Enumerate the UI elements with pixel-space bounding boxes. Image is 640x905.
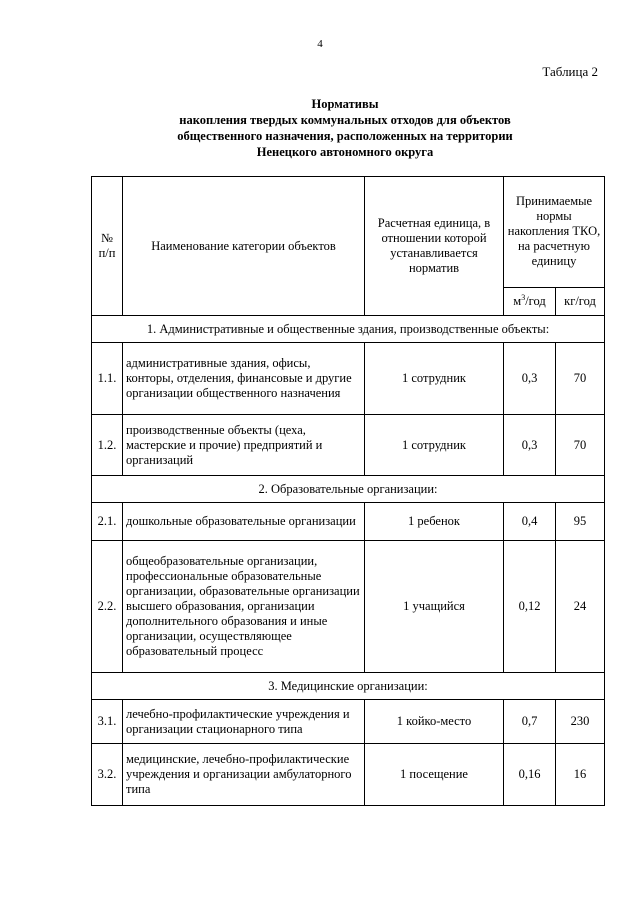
- row-m3: 0,3: [504, 343, 556, 415]
- row-num: 1.2.: [92, 415, 123, 476]
- row-num: 3.2.: [92, 744, 123, 806]
- header-name: Наименование категории объектов: [123, 177, 365, 316]
- table-row: [92, 744, 605, 806]
- section-row: [92, 476, 605, 503]
- title-line-2: накопления твердых коммунальных отходов для объектов: [179, 113, 511, 127]
- row-name: дошкольные образовательные организации: [123, 503, 365, 541]
- title-line-1: Нормативы: [311, 97, 379, 111]
- row-name: административные здания, офисы, конторы, отделения, финансовые и другие организации общественного назначения: [123, 343, 365, 415]
- row-m3: 0,12: [504, 541, 556, 673]
- section-title: 1. Административные и общественные здания, производственные объекты:: [92, 316, 605, 343]
- row-m3: 0,3: [504, 415, 556, 476]
- row-m3: 0,16: [504, 744, 556, 806]
- section-row: [92, 673, 605, 700]
- row-num: 2.1.: [92, 503, 123, 541]
- row-name: медицинские, лечебно-профилактические учреждения и организации амбулаторного типа: [123, 744, 365, 806]
- header-m3-suffix: /год: [525, 293, 546, 308]
- title-line-3: общественного назначения, расположенных на территории: [177, 129, 513, 143]
- row-num: 2.2.: [92, 541, 123, 673]
- section-title: 2. Образовательные организации:: [92, 476, 605, 503]
- header-kg: кг/год: [556, 287, 605, 315]
- table-row: [92, 700, 605, 744]
- page-number: 4: [317, 38, 323, 50]
- row-unit: 1 сотрудник: [365, 415, 504, 476]
- table-row: [92, 503, 605, 541]
- section-row: [92, 316, 605, 343]
- table-label: Таблица 2: [542, 64, 598, 79]
- header-unit: Расчетная единица, в отношении которой устанавливается норматив: [365, 177, 504, 316]
- row-name: общеобразовательные организации, профессиональные образовательные организации, образовательные организации высшего образования, организации дополнительного образования и иные организации, осуществляющее образовательный процесс: [123, 541, 365, 673]
- row-unit: 1 учащийся: [365, 541, 504, 673]
- table-row: [92, 343, 605, 415]
- row-name: производственные объекты (цеха, мастерские и прочие) предприятий и организаций: [123, 415, 365, 476]
- row-name: лечебно-профилактические учреждения и организации стационарного типа: [123, 700, 365, 744]
- row-kg: 70: [556, 343, 605, 415]
- header-norms: Принимаемые нормы накопления ТКО, на расчетную единицу: [504, 177, 605, 288]
- row-unit: 1 сотрудник: [365, 343, 504, 415]
- table-row: [92, 541, 605, 673]
- row-unit: 1 койко-место: [365, 700, 504, 744]
- row-unit: 1 посещение: [365, 744, 504, 806]
- row-kg: 24: [556, 541, 605, 673]
- row-kg: 95: [556, 503, 605, 541]
- document-title: [90, 96, 600, 160]
- norms-table: [91, 176, 605, 806]
- section-title: 3. Медицинские организации:: [92, 673, 605, 700]
- row-kg: 230: [556, 700, 605, 744]
- header-m3-sup: 3: [521, 292, 526, 302]
- header-num: № п/п: [92, 177, 123, 316]
- table-row: [92, 415, 605, 476]
- row-num: 1.1.: [92, 343, 123, 415]
- row-kg: 16: [556, 744, 605, 806]
- title-line-4: Ненецкого автономного округа: [256, 145, 434, 159]
- row-num: 3.1.: [92, 700, 123, 744]
- row-m3: 0,7: [504, 700, 556, 744]
- row-kg: 70: [556, 415, 605, 476]
- row-m3: 0,4: [504, 503, 556, 541]
- header-m3: [504, 287, 556, 315]
- row-unit: 1 ребенок: [365, 503, 504, 541]
- header-m3-prefix: м: [513, 293, 522, 308]
